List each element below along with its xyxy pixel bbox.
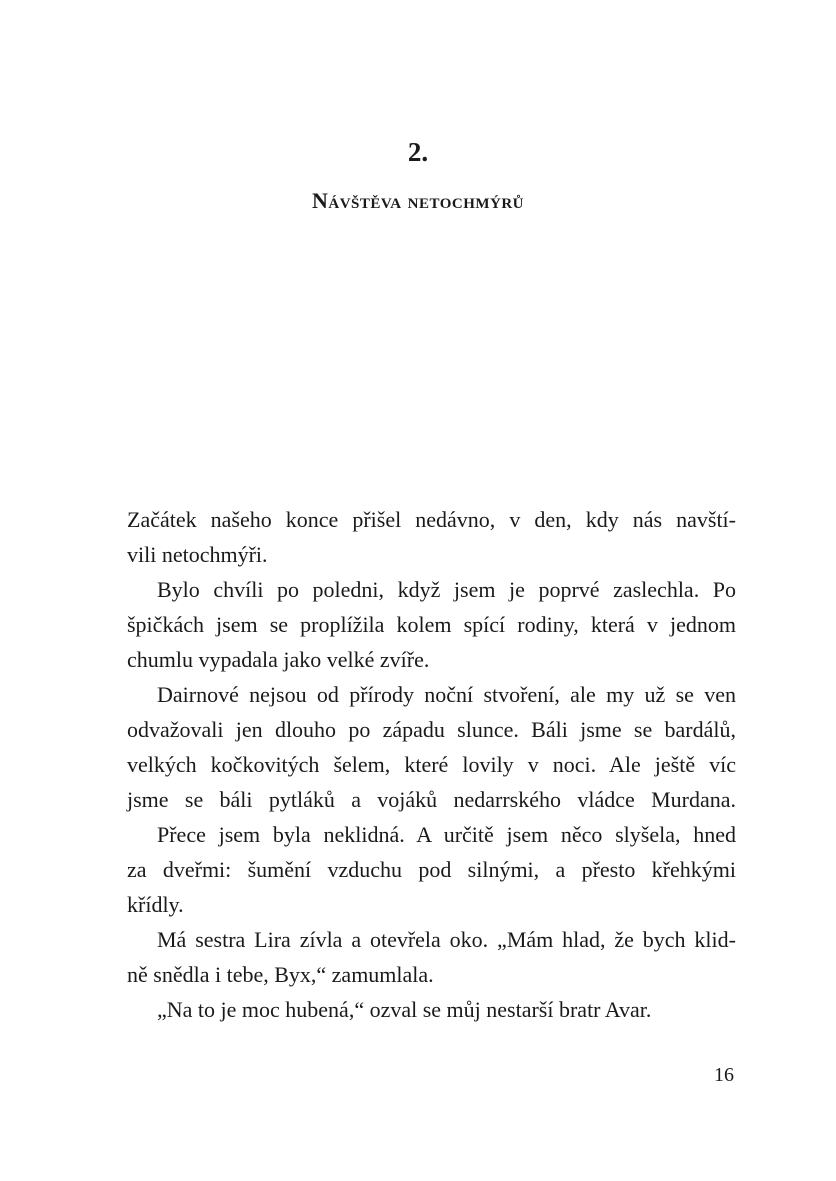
text-line: odvažovali jen dlouho po západu slunce. Báli jsme se bardálů, [127,717,736,742]
text-line: Bylo chvíli po poledni, když jsem je poprvé zaslechla. Po [157,577,736,602]
text-line: velkých kočkovitých šelem, které lovily v noci. Ale ještě víc [127,752,736,777]
text-line: „Na to je moc hubená,“ ozval se můj nestarší bratr Avar. [157,997,652,1022]
text-line: chumlu vypadala jako velké zvíře. [127,647,430,672]
text-line: Dairnové nejsou od přírody noční stvoření, ale my už se ven [157,682,736,707]
page-number: 16 [714,1064,734,1086]
text-line: Přece jsem byla neklidná. A určitě jsem něco slyšela, hned [157,822,736,847]
text-line: vili netochmýři. [127,542,268,567]
body-text [127,502,736,1027]
chapter-title: Návštěva netochmýrů [311,188,525,213]
text-line: jsme se báli pytláků a vojáků nedarrského vládce Murdana. [127,787,736,812]
text-line: špičkách jsem se proplížila kolem spící rodiny, která v jednom [127,612,736,637]
chapter-number: 2. [407,137,429,167]
text-line: křídly. [127,892,184,917]
text-line: za dveřmi: šumění vzduchu pod silnými, a přesto křehkými [127,857,736,882]
text-line: Začátek našeho konce přišel nedávno, v den, kdy nás navští- [127,507,736,532]
text-line: Má sestra Lira zívla a otevřela oko. „Mám hlad, že bych klid- [157,927,736,952]
text-line: ně snědla i tebe, Byx,“ zamumlala. [127,962,434,987]
